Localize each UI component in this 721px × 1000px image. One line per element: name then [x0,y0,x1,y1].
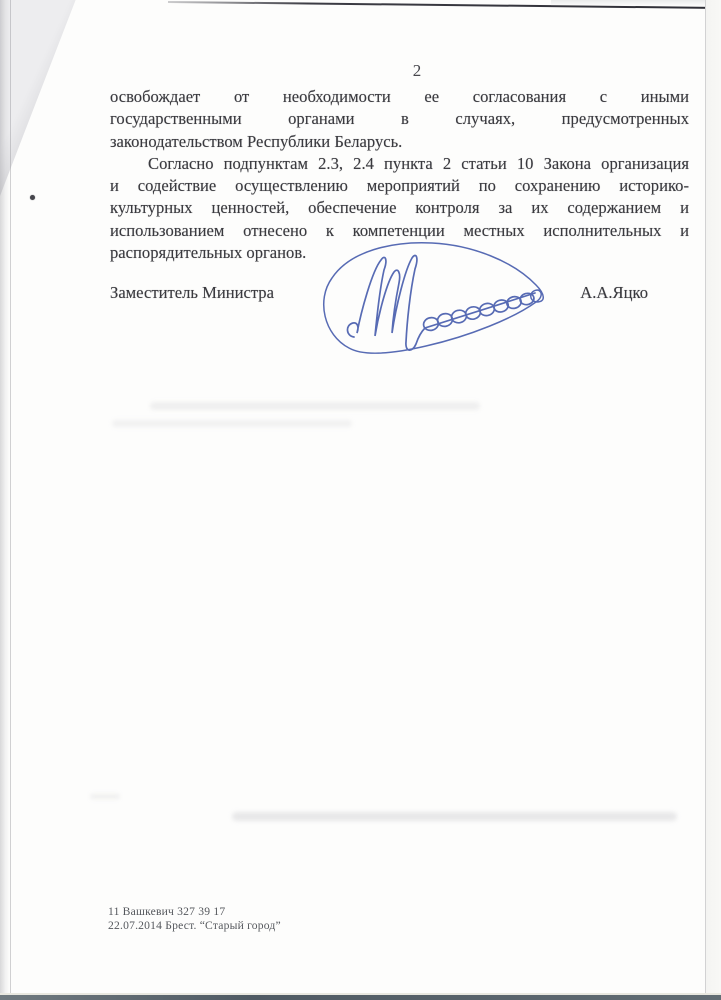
body-text-line: использованием отнесено к компетенции местных исполнительных и [110,220,689,240]
body-text-line: Согласно подпунктам 2.3, 2.4 пункта 2 статьи 10 Закона организация [148,153,689,173]
bleed-through-ghost-text [112,420,352,427]
body-text-line: законодательством Республики Беларусь. [110,131,403,151]
body-text-line: государственными органами в случаях, предусмотренных [110,109,689,129]
body-text-line: и содействие осуществлению мероприятий по сохранению историко- [110,176,689,196]
left-edge-shadow-artifact [0,0,11,1000]
footer-date-location-line: 22.07.2014 Брест. “Старый город” [108,918,281,932]
handwritten-signature [312,240,552,370]
bleed-through-ghost-text [90,794,120,799]
ink-dot-artifact [30,195,35,200]
body-text-line: освобождает от необходимости ее согласования с иными [110,87,689,106]
footer-reference-block [108,905,281,932]
scanner-bottom-strip [0,993,721,1000]
page-number: 2 [412,61,422,80]
bleed-through-ghost-text [232,812,677,821]
right-paper-edge [705,0,721,1000]
body-text-line: распорядительных органов. [110,243,307,263]
body-text-line: культурных ценностей, обеспечение контроля за их содержанием и [110,198,689,218]
top-right-scan-tint [551,0,721,6]
footer-executor-line: 11 Вашкевич 327 39 17 [108,905,226,918]
bleed-through-ghost-text [150,402,480,410]
signer-name: А.А.Яцко [580,283,648,302]
page-corner-fold-artifact [0,0,84,245]
letter-body [110,86,689,264]
signer-position-title: Заместитель Министра [110,283,274,302]
